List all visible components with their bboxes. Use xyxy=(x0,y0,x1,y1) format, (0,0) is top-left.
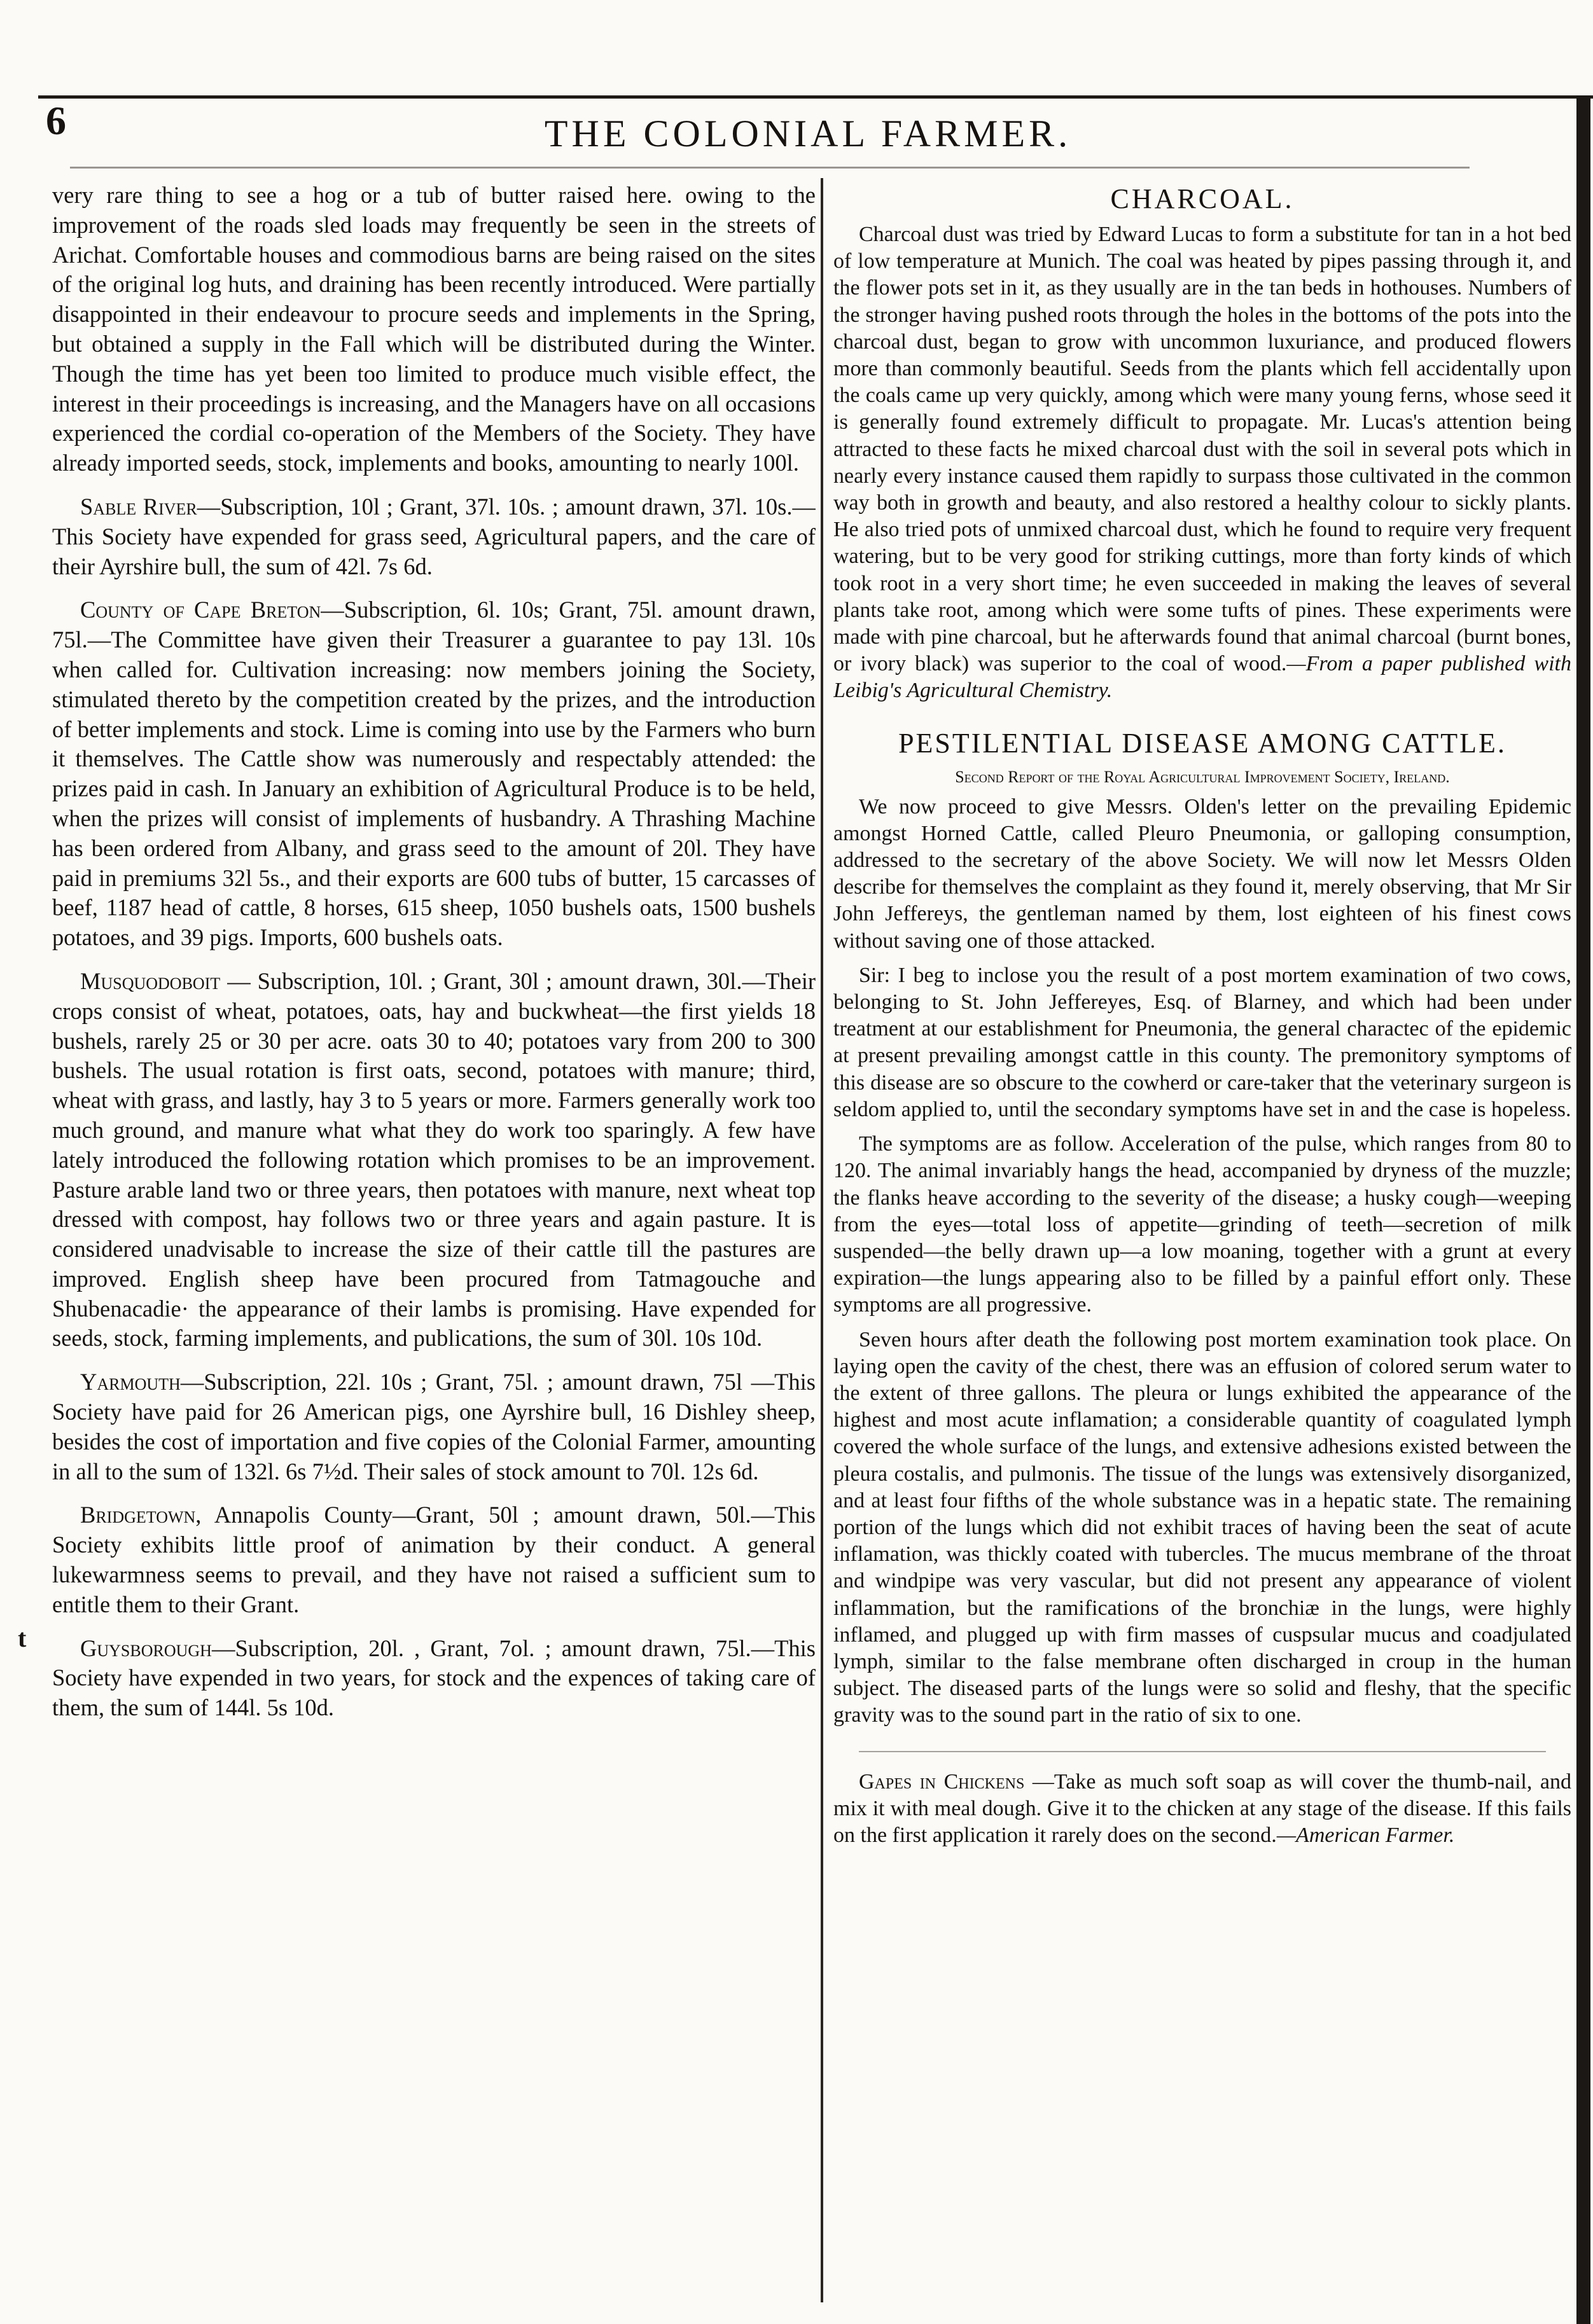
page-number: 6 xyxy=(46,98,66,143)
margin-mark: t xyxy=(18,1624,27,1652)
society-report-sable-river xyxy=(52,492,816,581)
society-text: —Subscription, 10l ; Grant, 37l. 10s. ; amount drawn, 37l. 10s.—This Society have expended for grass seed, Agricultural papers, and the care of their Ayrshire bull, the sum of 42l. 7s 6d. xyxy=(52,493,816,579)
disease-paragraph: Seven hours after death the following post mortem examination took place. On laying open the cavity of the chest, there was an effusion of colored serum water to the extent of three gallons. The pleura or lungs exhibited the appearance of the highest and most acute inflamation; a considerable quantity of coagulated lymph covered the whole surface of the lungs, and extensive adhesions existed between the pleura costalis, and pulmonis. The tissue of the lungs was extensively disorganized, and at least four fifths of the whole substance was in a hepatic state. The remaining portion of the lungs which did not exhibit traces of having been the seat of acute inflamation, was thickly coated with tubercles. The mucus membrane of the throat and windpipe was very vascular, but did not present any appearance of violent inflammation, but the ramifications of the bronchiæ in the lungs, were highly inflamed, and plugged up with firm masses of cuspsular mucus and coadjulated lymph, similar to the false membrane often discharged in croup in the human subject. The diseased parts of the lungs were so solid and fleshy, that the specific gravity was to the sound part in the ratio of six to one. xyxy=(833,1327,1571,1727)
gapes-source: —American Farmer. xyxy=(1276,1823,1455,1847)
society-report-musquodoboit xyxy=(52,967,816,1353)
society-name: Musquodoboit xyxy=(80,967,221,994)
left-column xyxy=(52,181,816,2273)
society-name: Sable River xyxy=(80,493,197,520)
society-name: County of Cape Breton xyxy=(80,597,321,623)
disease-paragraph: We now proceed to give Messrs. Olden's letter on the prevailing Epidemic amongst Horned Cattle, called Pleuro Pneumonia, or galloping consumption, addressed to the secretary of the above Society. We will now let Messrs Olden describe for themselves the complaint as they found it, merely observing, that Mr Sir John Jeffereys, the gentleman named by them, lost eighteen of his finest cows without saving one of those attacked. xyxy=(833,794,1571,953)
society-report-yarmouth xyxy=(52,1367,816,1486)
society-text: —Subscription, 20l. , Grant, 7ol. ; amount drawn, 75l.—This Society have expended in two years, for stock and the expences of taking care of them, the sum of 144l. 5s 10d. xyxy=(52,1635,816,1721)
charcoal-source: —From a paper published with Leibig's Agricultural Chemistry. xyxy=(833,652,1571,703)
society-text: — Subscription, 10l. ; Grant, 30l ; amount drawn, 30l.—Their crops consist of wheat, potatoes, oats, hay and buckwheat—the first yields 18 bushels, rarely 25 or 30 per acre. oats 30 to 40; potatoes vary from 200 to 300 bushels. The usual rotation is first oats, second, potatoes with manure; third, wheat with grass, and lastly, hay 3 to 5 years or more. Farmers generally work too much ground, and manure what what they do work too sparingly. A few have lately introduced the following rotation which promises to be an improvement. Pasture arable land two or three years, then potatoes with manure, next wheat top dressed with compost, hay follows two or three years and again pasture. It is considered unadvisable to increase the size of their cattle till the pastures are improved. English sheep have been procured from Tatmagouche and Shubenacadie· the appearance of their lambs is promising. Have expended for seeds, stock, farming implements, and publications, the sum of 30l. 10s 10d. xyxy=(52,967,816,1352)
society-text: , Annapolis County—Grant, 50l ; amount drawn, 50l.—This Society exhibits little proof of animation by their conduct. A general lukewarmness seems to prevail, and they have not raised a sufficient sum to entitle them to their Grant. xyxy=(52,1502,816,1617)
gapes-title: Gapes in Chickens xyxy=(859,1769,1025,1794)
society-name: Bridgetown xyxy=(80,1502,196,1528)
society-name: Yarmouth xyxy=(80,1369,181,1395)
disease-paragraph: Sir: I beg to inclose you the result of a post mortem examination of two cows, belonging to St. John Jeffereyes, Esq. of Blarney, and which had been under treatment at our establishment for Pneumonia, the general charactec of the epidemic at present prevailing amongst cattle in this county. The premonitory symptoms of this disease are so obscure to the cowherd or care-taker that the veterinary surgeon is seldom applied to, until the secondary symptoms have set in and the case is hopeless. xyxy=(833,963,1571,1121)
top-rule xyxy=(38,95,1593,99)
continuation-paragraph: very rare thing to see a hog or a tub of butter raised here. owing to the improvement of the roads sled loads may frequently be seen in the streets of Arichat. Comfortable houses and commodious barns are being raised on the sites of the original log huts, and draining has been recently introduced. Were partially disappointed in their endeavour to procure seeds and implements in the Spring, but obtained a supply in the Fall which will be distributed during the Winter. Though the time has yet been too limited to produce much visible effect, the interest in their proceedings is increasing, and the Managers have on all occasions experienced the cordial co-operation of the Members of the Society. They have already imported seeds, stock, implements and books, amounting to nearly 100l. xyxy=(52,182,816,476)
society-report-guysborough xyxy=(52,1634,816,1723)
right-column xyxy=(833,181,1571,2299)
disease-subheading: Second Report of the Royal Agricultural Improvement Society, Ireland. xyxy=(955,767,1450,786)
disease-paragraph: The symptoms are as follow. Acceleration of the pulse, which ranges from 80 to 120. The animal invariably hangs the head, accompanied by dryness of the muzzle; the flanks heave according to the severity of the disease; a husky cough—weeping from the eyes—total loss of appetite—grinding of teeth—secretion of milk suspended—the belly drawn up—a low moaning, together with a grunt at every expiration—the lungs appearing also to be filled by a painful effort only. These symptoms are all progressive. xyxy=(833,1132,1571,1317)
gapes-article xyxy=(833,1769,1571,1850)
society-text: —Subscription, 6l. 10s; Grant, 75l. amount drawn, 75l.—The Committee have given their Treasurer a guarantee to pay 13l. 10s when called for. Cultivation increasing: now members joining the Society, stimulated thereto by the competition created by the prizes, and the introduction of better implements and stock. Lime is coming into use by the Farmers who burn it themselves. The Cattle show was numerously and respectably attended: the prizes paid in cash. In January an exhibition of Agricultural Produce is to be held, when the prizes will consist of implements of husbandry. A Thrashing Machine has been ordered from Albany, and grass seed to the amount of 20l. They have paid in premiums 32l 5s., and their exports are 600 tubs of butter, 15 carcasses of beef, 1187 head of cattle, 8 horses, 615 sheep, 1050 bushels oats, 1500 bushels potatoes, and 39 pigs. Imports, 600 bushels oats. xyxy=(52,597,816,951)
binding-edge xyxy=(1576,95,1590,2324)
disease-heading: PESTILENTIAL DISEASE AMONG CATTLE. xyxy=(898,727,1506,759)
charcoal-article xyxy=(833,221,1571,705)
society-report-bridgetown xyxy=(52,1500,816,1619)
masthead-title: THE COLONIAL FARMER. xyxy=(544,113,1072,155)
charcoal-body: Charcoal dust was tried by Edward Lucas to form a substitute for tan in a hot bed of low temperature at Munich. The coal was heated by pipes passing through it, and the flower pots set in it, as they usually are in the tan beds in hothouses. Numbers of the stronger having pushed roots through the holes in the bottoms of the pots into the charcoal dust, began to grow with uncommon luxuriance, and produced flowers more than commonly beautiful. Seeds from the plants which fell accidentally upon the coals came up very quickly, among which were many young ferns, whose seed it is generally found extremely difficult to propagate. Mr. Lucas's attention being attracted to these facts he mixed charcoal dust with the soil in several pots which in nearly every instance caused them rapidly to surpass those cultivated in the common way both in growth and beauty, and also restored a healthy colour to sickly plants. He also tried pots of unmixed charcoal dust, which he found to require very frequent watering, but to be very good for striking cuttings, more than forty kinds of which took root in a very short time; he even succeeded in making the leaves of several plants take root, among which were some tufts of pines. These experiments were made with pine charcoal, but he afterwards found that animal charcoal (burnt bones, or ivory black) was superior to the coal of wood. xyxy=(833,223,1571,676)
society-text: —Subscription, 22l. 10s ; Grant, 75l. ; amount drawn, 75l —This Society have paid for 26 American pigs, one Ayrshire bull, 16 Dishley sheep, besides the cost of importation and five copies of the Colonial Farmer, amounting in all to the sum of 132l. 6s 7½d. Their sales of stock amount to 70l. 12s 6d. xyxy=(52,1369,816,1484)
society-report-cape-breton xyxy=(52,595,816,953)
section-rule xyxy=(859,1751,1546,1752)
header-rule xyxy=(70,167,1470,169)
charcoal-heading: CHARCOAL. xyxy=(1110,183,1295,214)
society-name: Guysborough xyxy=(80,1635,212,1661)
gapes-text: —Take as much soft soap as will cover the thumb-nail, and mix it with meal dough. Give it to the chicken at any stage of the disease. If this fails on the first application it rarely does on the second. xyxy=(833,1769,1571,1847)
column-divider xyxy=(821,178,823,2302)
